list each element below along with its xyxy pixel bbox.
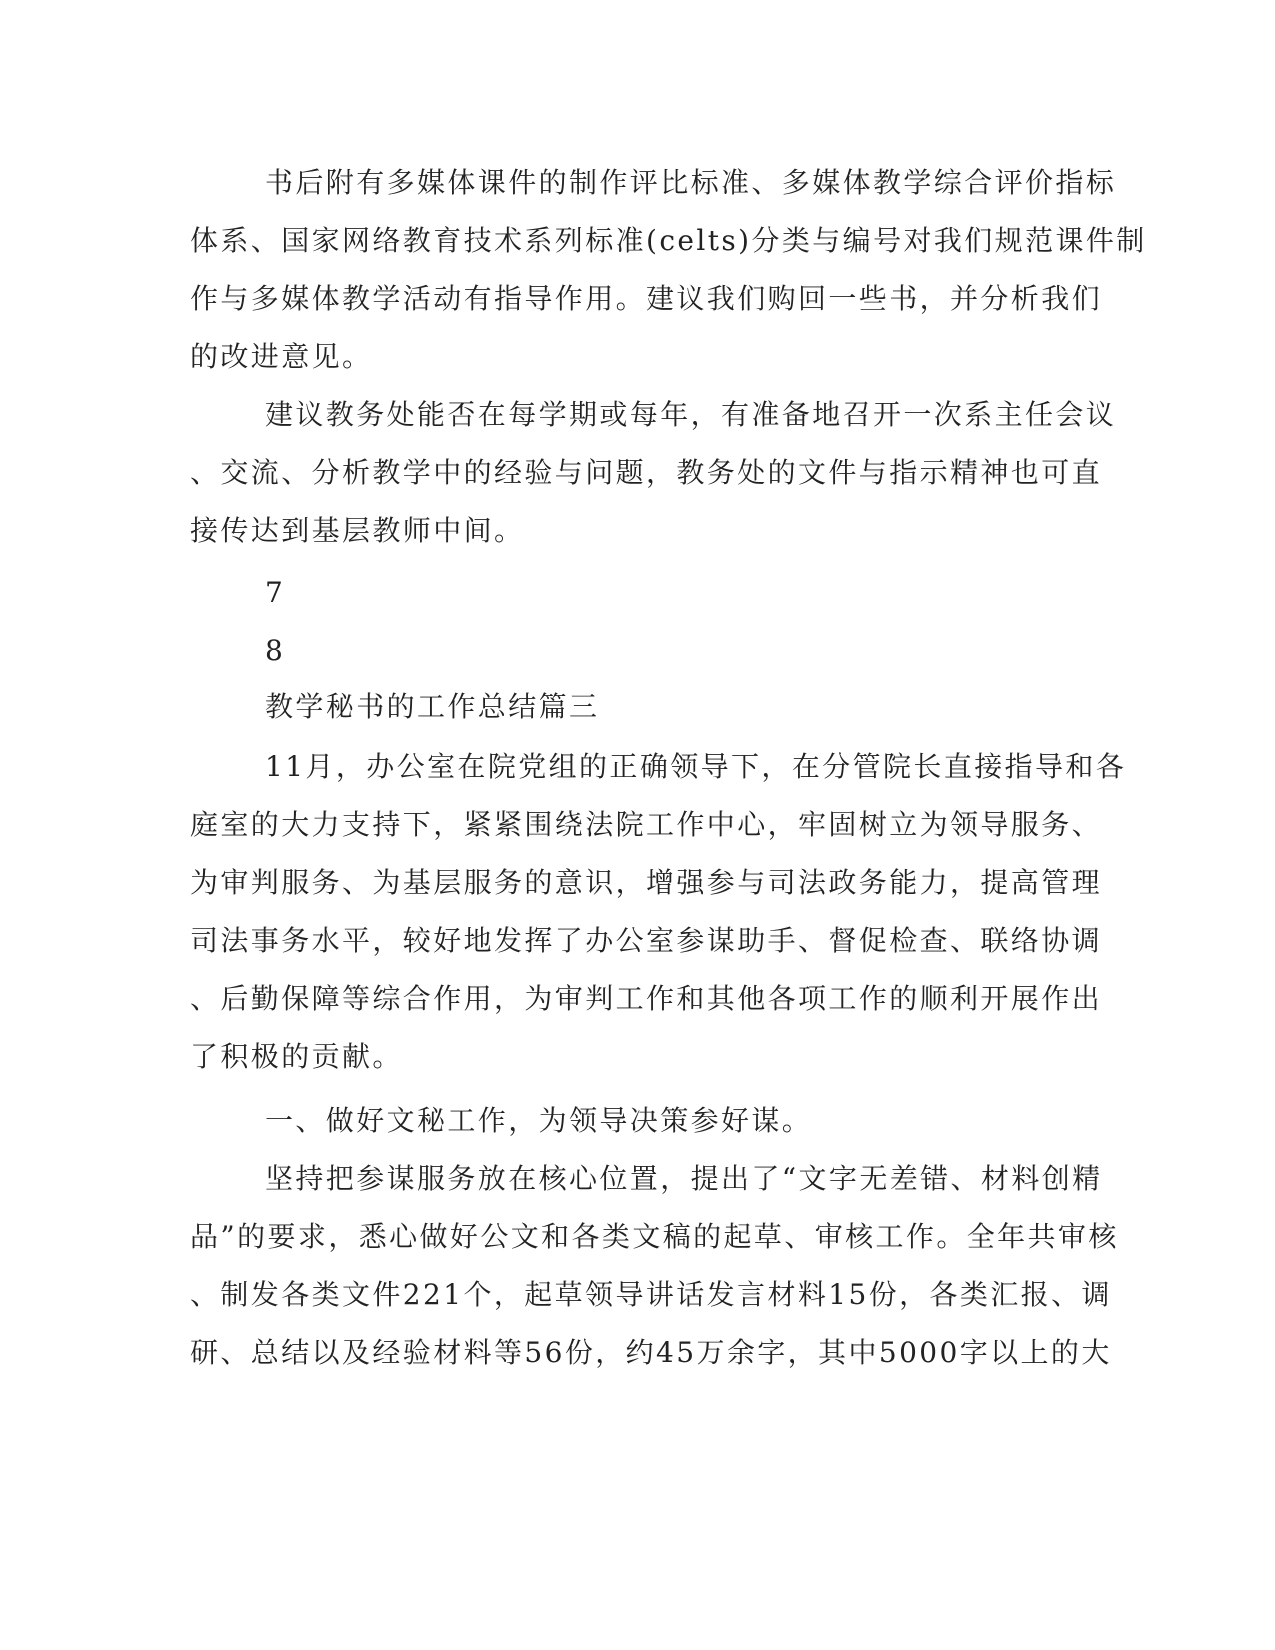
paragraph-line: 研、总结以及经验材料等56份，约45万余字，其中5000字以上的大 bbox=[190, 1336, 1112, 1369]
number-line: 8 bbox=[265, 634, 286, 667]
paragraph-line: 了积极的贡献。 bbox=[190, 1040, 403, 1073]
number-line: 7 bbox=[265, 576, 286, 609]
paragraph-line: 庭室的大力支持下，紧紧围绕法院工作中心，牢固树立为领导服务、 bbox=[190, 808, 1103, 841]
paragraph-line: 、制发各类文件221个，起草领导讲话发言材料15份，各类汇报、调 bbox=[190, 1278, 1112, 1311]
paragraph-line: 作与多媒体教学活动有指导作用。建议我们购回一些书，并分析我们 bbox=[190, 282, 1103, 315]
paragraph-line: 品”的要求，悉心做好公文和各类文稿的起草、审核工作。全年共审核 bbox=[190, 1220, 1119, 1253]
paragraph-line: 、交流、分析教学中的经验与问题，教务处的文件与指示精神也可直 bbox=[190, 456, 1103, 489]
paragraph-line: 为审判服务、为基层服务的意识，增强参与司法政务能力，提高管理 bbox=[190, 866, 1103, 899]
subsection-heading: 一、做好文秘工作，为领导决策参好谋。 bbox=[265, 1104, 813, 1137]
paragraph-line: 司法事务水平，较好地发挥了办公室参谋助手、督促检查、联络协调 bbox=[190, 924, 1103, 957]
paragraph-line: 建议教务处能否在每学期或每年，有准备地召开一次系主任会议 bbox=[265, 398, 1117, 431]
paragraph-line: 接传达到基层教师中间。 bbox=[190, 514, 525, 547]
paragraph-line: 的改进意见。 bbox=[190, 340, 373, 373]
paragraph-line: 、后勤保障等综合作用，为审判工作和其他各项工作的顺利开展作出 bbox=[190, 982, 1103, 1015]
paragraph-line: 体系、国家网络教育技术系列标准(celts)分类与编号对我们规范课件制 bbox=[190, 224, 1147, 257]
paragraph-line: 坚持把参谋服务放在核心位置，提出了“文字无差错、材料创精 bbox=[265, 1162, 1103, 1195]
paragraph-line: 11月，办公室在院党组的正确领导下，在分管院长直接指导和各 bbox=[265, 750, 1127, 783]
paragraph-line: 书后附有多媒体课件的制作评比标准、多媒体教学综合评价指标 bbox=[265, 166, 1117, 199]
section-heading: 教学秘书的工作总结篇三 bbox=[265, 690, 600, 723]
